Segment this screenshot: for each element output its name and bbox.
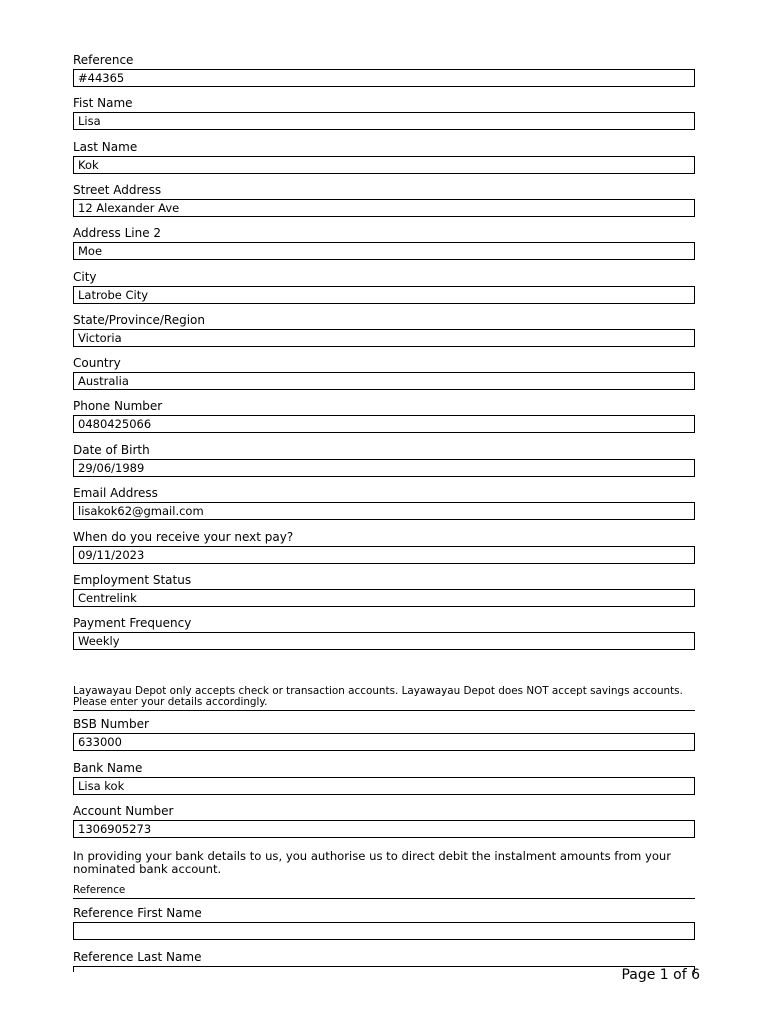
date-of-birth-field	[73, 443, 695, 477]
state-label: State/Province/Region	[73, 313, 205, 327]
last-name-field	[73, 140, 695, 174]
payment-frequency-label: Payment Frequency	[73, 616, 192, 630]
bank-account-notice: Layawayau Depot only accepts check or transaction accounts. Layawayau Depot does NOT accept savings accounts. Please enter your details accordingly.	[73, 685, 683, 708]
email-address-field	[73, 486, 695, 520]
last-name-label: Last Name	[73, 140, 138, 154]
address-line-2-input[interactable]: Moe	[73, 242, 695, 260]
page-indicator: Page 1 of 6	[621, 967, 700, 983]
state-field	[73, 313, 695, 347]
reference-last-name-field	[73, 950, 695, 964]
phone-number-input[interactable]: 0480425066	[73, 415, 695, 433]
reference-section-heading: Reference	[73, 884, 126, 896]
direct-debit-authorisation: In providing your bank details to us, you authorise us to direct debit the instalment amounts from your nominated bank account.	[73, 849, 672, 876]
reference-label: Reference	[73, 53, 134, 67]
country-label: Country	[73, 356, 121, 370]
next-pay-label: When do you receive your next pay?	[73, 530, 294, 544]
bsb-number-input[interactable]: 633000	[73, 733, 695, 751]
next-pay-input[interactable]: 09/11/2023	[73, 546, 695, 564]
reference-field	[73, 53, 695, 87]
section-divider	[73, 710, 695, 711]
reference-section-divider	[73, 898, 695, 899]
bank-name-label: Bank Name	[73, 761, 143, 775]
reference-first-name-field	[73, 906, 695, 940]
date-of-birth-input[interactable]: 29/06/1989	[73, 459, 695, 477]
street-address-label: Street Address	[73, 183, 162, 197]
reference-input[interactable]: #44365	[73, 69, 695, 87]
email-address-label: Email Address	[73, 486, 158, 500]
phone-number-field	[73, 399, 695, 433]
reference-last-name-input[interactable]	[73, 966, 695, 972]
phone-number-label: Phone Number	[73, 399, 163, 413]
street-address-field	[73, 183, 695, 217]
payment-frequency-input[interactable]: Weekly	[73, 632, 695, 650]
state-input[interactable]: Victoria	[73, 329, 695, 347]
reference-last-name-label: Reference Last Name	[73, 950, 202, 964]
employment-status-label: Employment Status	[73, 573, 192, 587]
first-name-input[interactable]: Lisa	[73, 112, 695, 130]
employment-status-field	[73, 573, 695, 607]
bsb-number-field	[73, 717, 695, 751]
bank-name-input[interactable]: Lisa kok	[73, 777, 695, 795]
country-input[interactable]: Australia	[73, 372, 695, 390]
last-name-input[interactable]: Kok	[73, 156, 695, 174]
employment-status-input[interactable]: Centrelink	[73, 589, 695, 607]
city-input[interactable]: Latrobe City	[73, 286, 695, 304]
account-number-field	[73, 804, 695, 838]
address-line-2-label: Address Line 2	[73, 226, 162, 240]
city-field	[73, 270, 695, 304]
reference-first-name-label: Reference First Name	[73, 906, 202, 920]
bsb-number-label: BSB Number	[73, 717, 149, 731]
country-field	[73, 356, 695, 390]
account-number-input[interactable]: 1306905273	[73, 820, 695, 838]
first-name-label: Fist Name	[73, 96, 133, 110]
payment-frequency-field	[73, 616, 695, 650]
address-line-2-field	[73, 226, 695, 260]
bank-name-field	[73, 761, 695, 795]
date-of-birth-label: Date of Birth	[73, 443, 150, 457]
next-pay-field	[73, 530, 695, 564]
account-number-label: Account Number	[73, 804, 174, 818]
first-name-field	[73, 96, 695, 130]
email-address-input[interactable]: lisakok62@gmail.com	[73, 502, 695, 520]
reference-first-name-input[interactable]	[73, 922, 695, 940]
street-address-input[interactable]: 12 Alexander Ave	[73, 199, 695, 217]
city-label: City	[73, 270, 97, 284]
